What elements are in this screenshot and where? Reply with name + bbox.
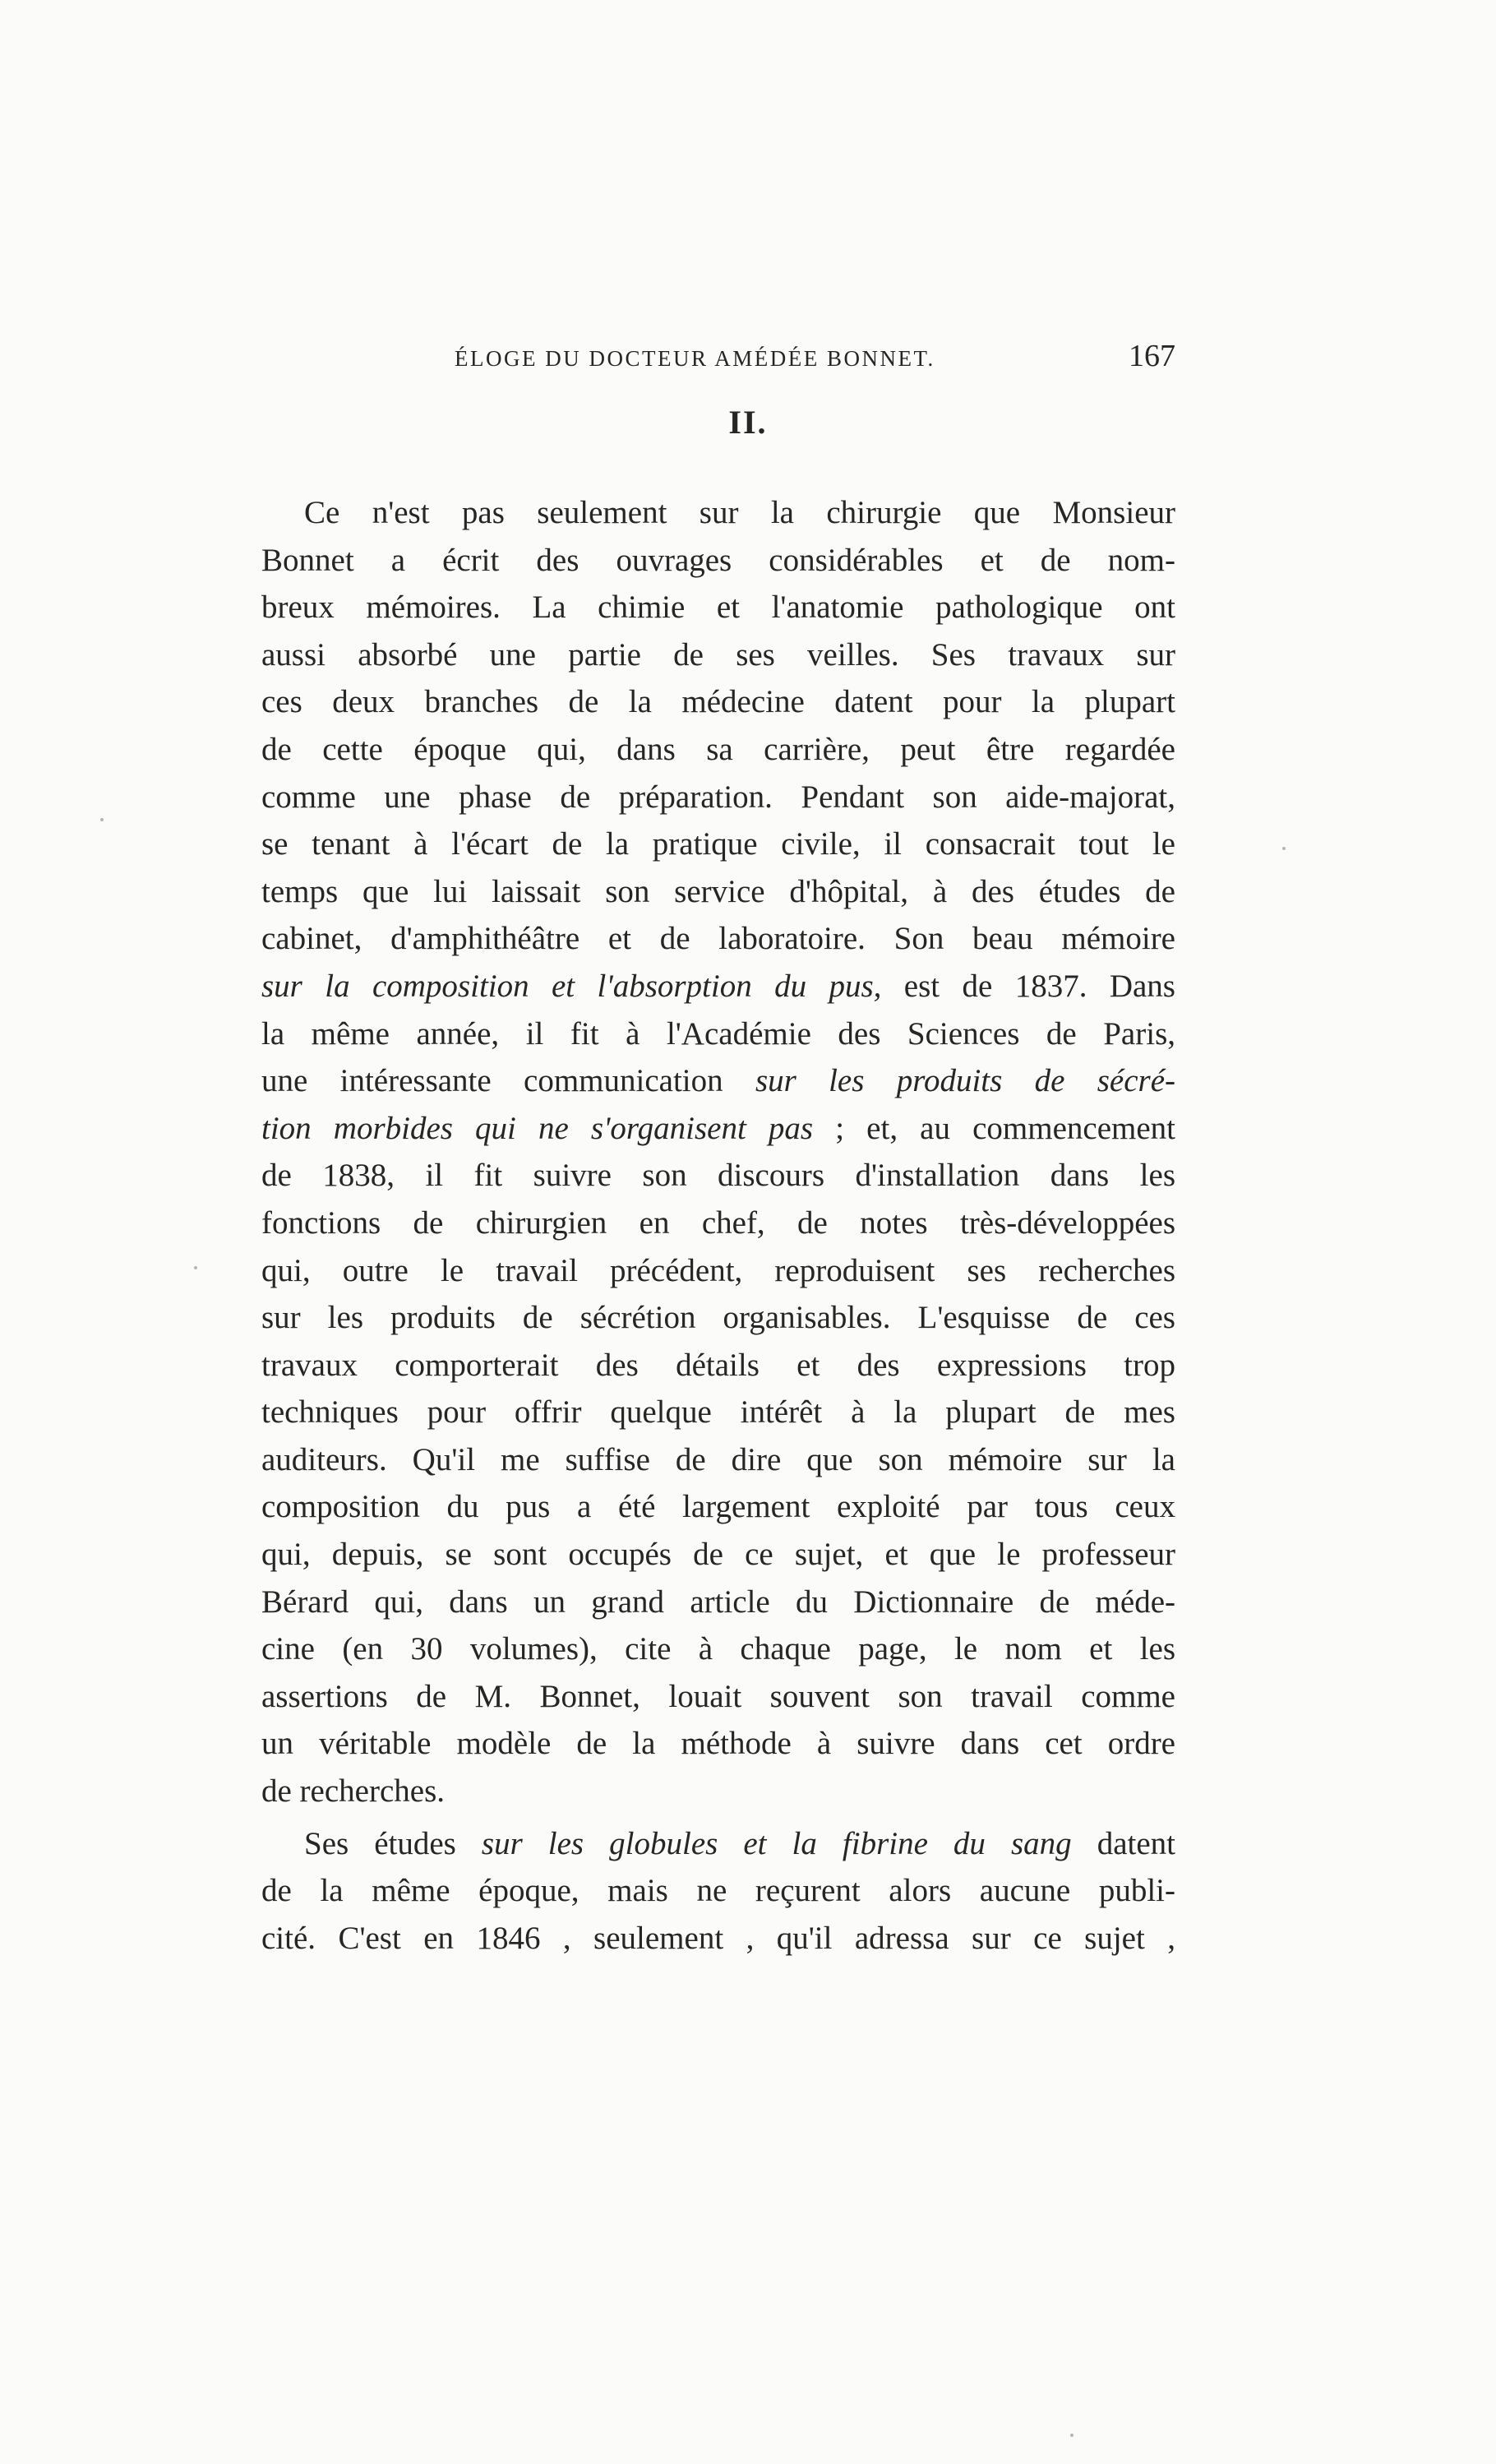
text-line: cité. C'est en 1846 , seulement , qu'il adressa sur ce sujet , (261, 1920, 1175, 1956)
text-line: techniques pour offrir quelque intérêt à la plupart de mes (261, 1394, 1175, 1431)
text-line: se tenant à l'écart de la pratique civile, il consacrait tout le (261, 826, 1175, 862)
text-line (261, 1105, 1175, 1153)
running-title: ÉLOGE DU DOCTEUR AMÉDÉE BONNET. (455, 346, 935, 371)
section-heading: II. (728, 404, 768, 441)
text-run: est de 1837. Dans (881, 968, 1175, 1004)
body-text (261, 489, 1175, 1962)
italic-title: sur les produits de sécré- (755, 1063, 1175, 1099)
text-line: aussi absorbé une partie de ses veilles. Ses travaux sur (261, 636, 1175, 673)
text-line: temps que lui laissait son service d'hôpital, à des études de (261, 873, 1175, 909)
text-run: Ses études (304, 1825, 482, 1861)
text-line: un véritable modèle de la méthode à suivre dans cet ordre (261, 1726, 1175, 1762)
text-line: Bonnet a écrit des ouvrages considérables et de nom- (261, 542, 1175, 578)
text-line (261, 963, 1175, 1010)
text-line: qui, outre le travail précédent, reproduisent ses recherches (261, 1252, 1175, 1288)
text-line: travaux comporterait des détails et des expressions trop (261, 1347, 1175, 1383)
scan-speck (1070, 2434, 1074, 2437)
italic-title: tion morbides qui ne s'organisent pas (261, 1110, 814, 1146)
text-run: une intéressante communication (261, 1063, 755, 1099)
text-line: cine (en 30 volumes), cite à chaque page, le nom et les (261, 1631, 1175, 1667)
text-line: de la même époque, mais ne reçurent alors aucune publi- (261, 1873, 1175, 1909)
text-line: auditeurs. Qu'il me suffise de dire que son mémoire sur la (261, 1441, 1175, 1477)
text-line: comme une phase de préparation. Pendant son aide-majorat, (261, 779, 1175, 815)
text-line: qui, depuis, se sont occupés de ce sujet, et que le professeur (261, 1537, 1175, 1573)
text-line: sur les produits de sécrétion organisables. L'esquisse de ces (261, 1300, 1175, 1336)
text-run: ; et, au commencement (813, 1110, 1175, 1146)
page-number: 167 (1129, 339, 1175, 373)
text-line: cabinet, d'amphithéâtre et de laboratoire. Son beau mémoire (261, 921, 1175, 957)
text-line: breux mémoires. La chimie et l'anatomie pathologique ont (261, 589, 1175, 626)
text-line: la même année, il fit à l'Académie des Sciences de Paris, (261, 1015, 1175, 1052)
text-line: fonctions de chirurgien en chef, de notes très-développées (261, 1204, 1175, 1241)
text-line: Bérard qui, dans un grand article du Dictionnaire de méde- (261, 1583, 1175, 1620)
text-run: datent (1071, 1825, 1175, 1861)
scan-speck (100, 818, 104, 821)
text-line: ces deux branches de la médecine datent pour la plupart (261, 684, 1175, 720)
text-line: de 1838, il fit suivre son discours d'installation dans les (261, 1158, 1175, 1194)
text-line: de recherches. (261, 1773, 446, 1810)
text-line (261, 1820, 1175, 1868)
italic-title: sur les globules et la fibrine du sang (481, 1825, 1072, 1861)
italic-title: sur la composition et l'absorption du pus, (261, 968, 882, 1004)
text-line: assertions de M. Bonnet, louait souvent son travail comme (261, 1678, 1175, 1714)
scan-speck (194, 1266, 197, 1269)
text-line: Ce n'est pas seulement sur la chirurgie que Monsieur (304, 495, 1175, 530)
scan-speck (1282, 847, 1286, 850)
text-line (261, 1057, 1175, 1105)
text-line: composition du pus a été largement exploité par tous ceux (261, 1489, 1175, 1525)
running-head (261, 333, 1175, 382)
text-line: de cette époque qui, dans sa carrière, peut être regardée (261, 731, 1175, 767)
